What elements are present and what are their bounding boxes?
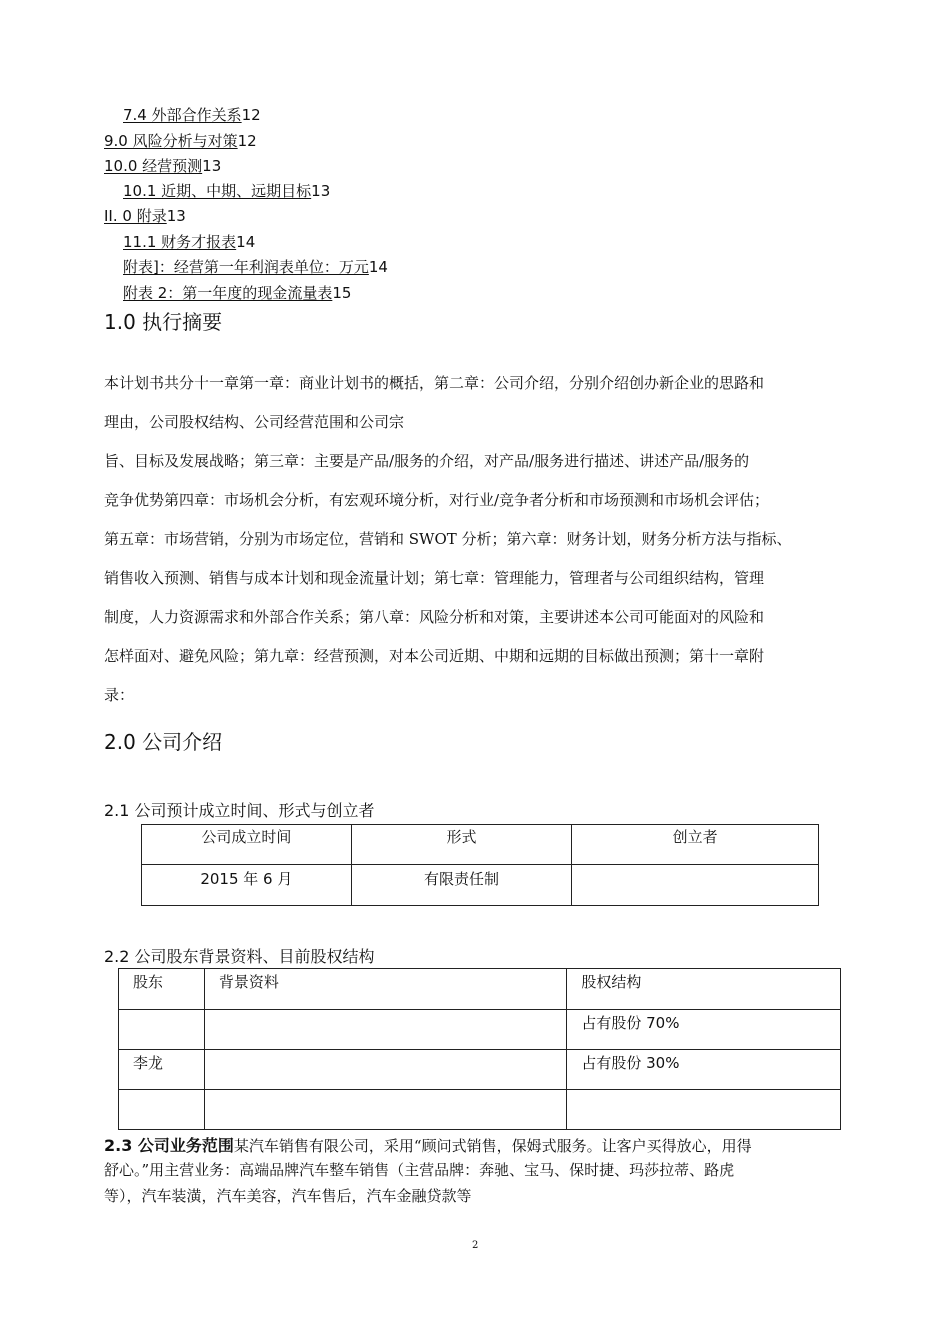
table-row [142, 865, 819, 906]
section-heading: 1.0 执行摘要 [104, 310, 223, 334]
table-row [119, 1010, 841, 1050]
subsection-heading: 2.3 公司业务范围 [104, 1136, 234, 1155]
table-cell [205, 1010, 566, 1012]
summary-line: 制度，人力资源需求和外部合作关系；第八章：风险分析和对策，主要讲述本公司可能面对的风险和 [104, 608, 765, 626]
toc-entry[interactable]: 10.1 近期、中期、远期目标13 [123, 182, 331, 200]
summary-line: 竞争优势第四章：市场机会分析，有宏观环境分析，对行业/竞争者分析和市场预测和市场机会评估； [104, 491, 770, 509]
table-cell [567, 1090, 840, 1092]
table-cell: 有限责任制 [424, 870, 500, 888]
toc-entry[interactable]: 9.0 风险分析与对策12 [104, 132, 257, 150]
table-header-row [119, 969, 841, 1010]
subsection-heading: 2.2 公司股东背景资料、目前股权结构 [104, 947, 375, 966]
table-cell [205, 1090, 566, 1092]
table-cell [119, 1090, 204, 1092]
summary-line: 理由，公司股权结构、公司经营范围和公司宗 [104, 413, 405, 431]
table-header-cell: 公司成立时间 [201, 828, 292, 846]
founding-table [141, 824, 819, 906]
table-cell [205, 1050, 566, 1052]
table-cell [119, 1010, 204, 1012]
toc-entry[interactable]: 11.1 财务才报表14 [123, 233, 256, 251]
table-header-row [142, 825, 819, 865]
toc-entry[interactable]: 附表 2：第一年度的现金流量表15 [123, 284, 352, 302]
summary-line: 本计划书共分十一章第一章：商业计划书的概括，第二章：公司介绍，分别介绍创办新企业的思路和 [104, 374, 765, 392]
table-header-cell: 形式 [446, 828, 477, 846]
table-cell: 李龙 [133, 1054, 164, 1072]
summary-line: 怎样面对、避免风险；第九章：经营预测，对本公司近期、中期和远期的目标做出预测；第十一章附 [104, 647, 765, 665]
summary-line: 旨、目标及发展战略；第三章：主要是产品/服务的介绍，对产品/服务进行描述、讲述产品/服务的 [104, 452, 750, 470]
summary-line: 第五章：市场营销，分别为市场定位，营销和 SWOT 分析；第六章：财务计划，财务分析方法与指标、 [104, 530, 792, 548]
scope-line: 等），汽车装潢，汽车美容，汽车售后，汽车金融贷款等 [104, 1187, 472, 1205]
subsection-heading: 2.1 公司预计成立时间、形式与创立者 [104, 801, 375, 820]
table-header-cell: 创立者 [672, 828, 718, 846]
summary-line: 销售收入预测、销售与成本计划和现金流量计划；第七章：管理能力，管理者与公司组织结构，管理 [104, 569, 765, 587]
summary-line: 录： [104, 686, 135, 704]
toc-entry[interactable]: 附表]：经营第一年利润表单位：万元14 [123, 258, 388, 276]
scope-line: 某汽车销售有限公司，采用“顾问式销售，保姆式服务。让客户买得放心，用得 [233, 1137, 752, 1155]
toc-entry[interactable]: 7.4 外部合作关系12 [123, 106, 261, 124]
table-row [119, 1090, 841, 1130]
table-cell [572, 865, 818, 868]
table-cell: 占有股份 70% [581, 1014, 680, 1032]
page-number: 2 [472, 1240, 479, 1251]
table-row [119, 1050, 841, 1090]
toc-entry[interactable]: 10.0 经营预测13 [104, 157, 222, 175]
section-heading: 2.0 公司介绍 [104, 730, 223, 754]
scope-line: 舒心。”用主营业务：高端品牌汽车整车销售（主营品牌：奔驰、宝马、保时捷、玛莎拉蒂、路虎 [104, 1161, 735, 1179]
table-header-cell: 背景资料 [218, 973, 279, 991]
table-header-cell: 股权结构 [581, 973, 642, 991]
toc-entry[interactable]: II. 0 附录13 [104, 207, 186, 225]
table-cell: 占有股份 30% [581, 1054, 680, 1072]
business-scope-paragraph [104, 1133, 752, 1156]
table-cell: 2015 年 6 月 [200, 870, 293, 888]
table-header-cell: 股东 [133, 973, 164, 991]
shareholder-table [118, 968, 841, 1130]
